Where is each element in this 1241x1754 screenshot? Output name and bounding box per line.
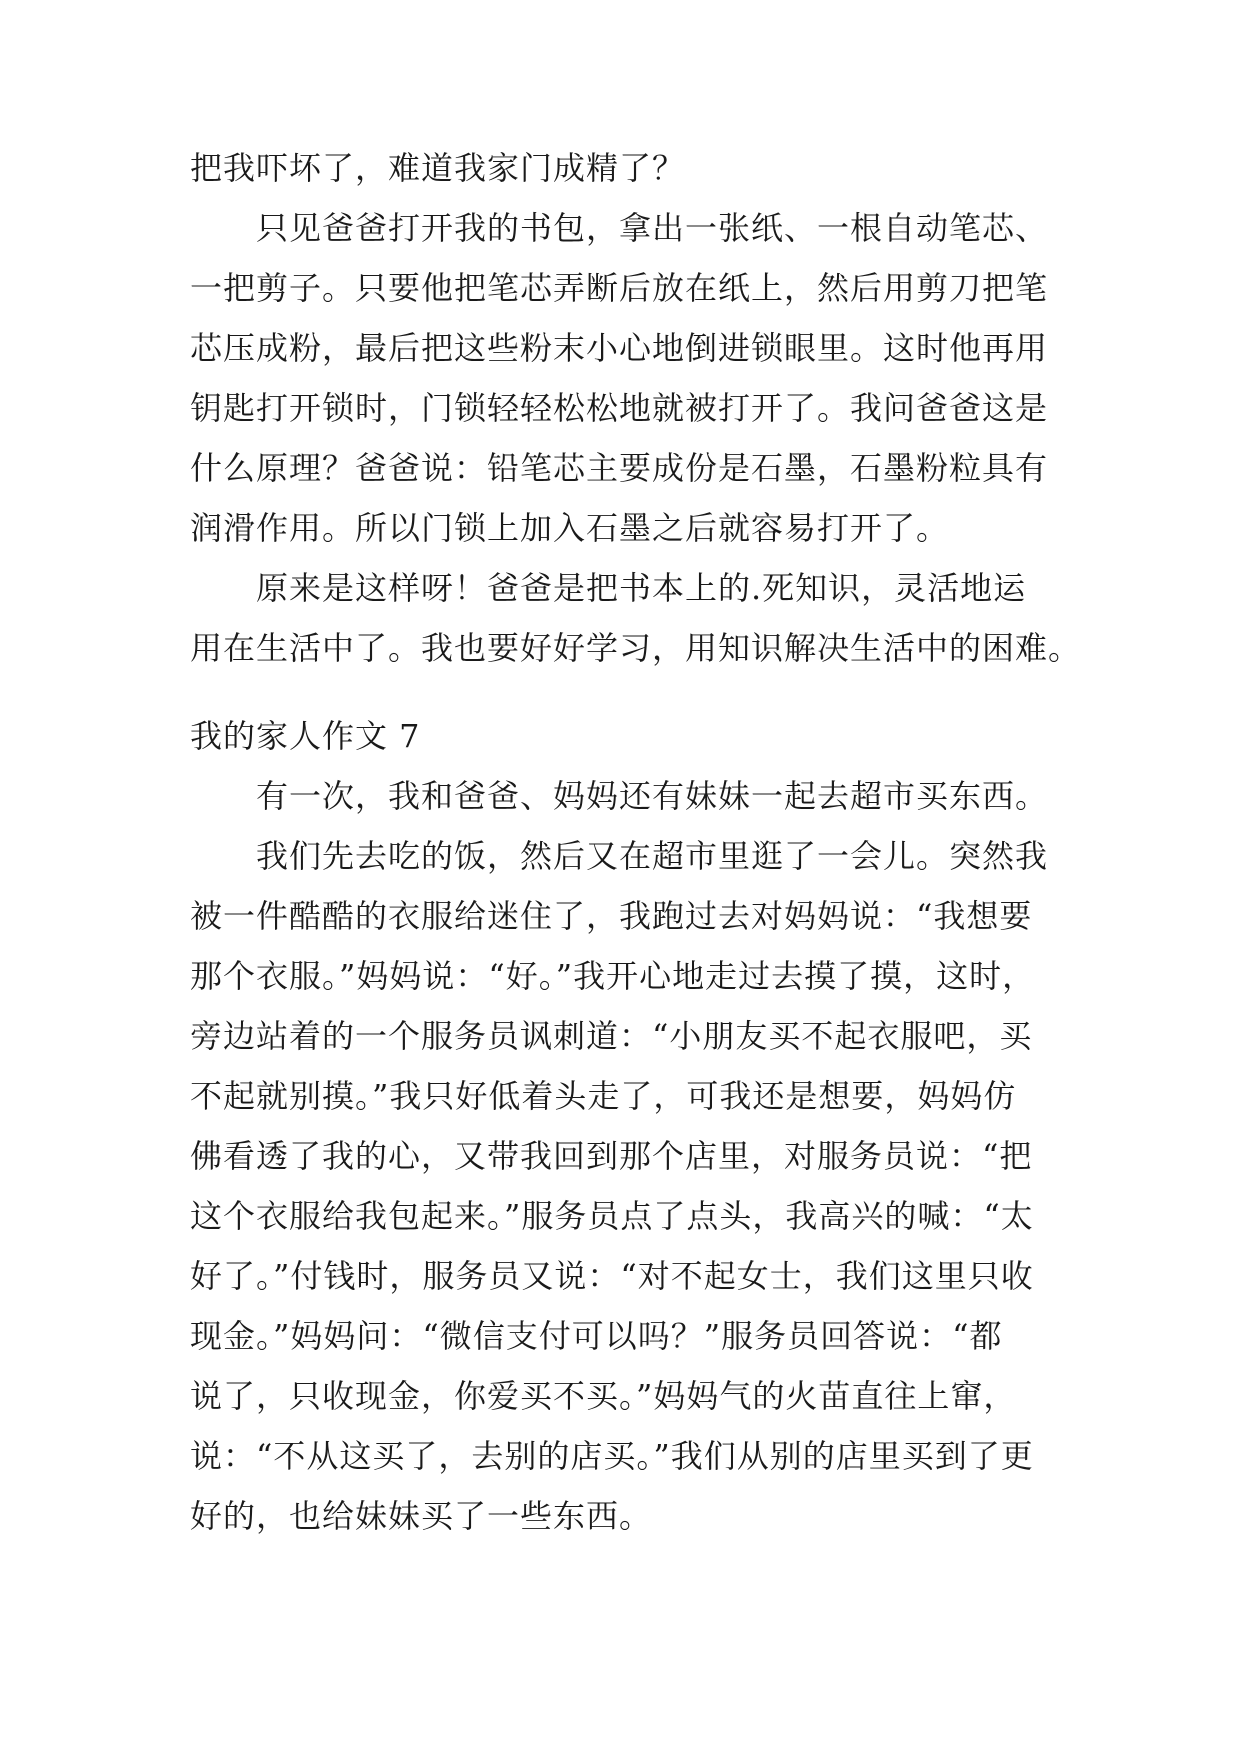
text-line: 不起就别摸。”我只好低着头走了，可我还是想要，妈妈仿 [190, 1077, 1017, 1115]
text-line: 一把剪子。只要他把笔芯弄断后放在纸上，然后用剪刀把笔 [190, 269, 1049, 307]
paragraph-start-line: 我们先去吃的饭，然后又在超市里逛了一会儿。突然我 [256, 837, 1049, 875]
essay-heading: 我的家人作文 7 [190, 717, 421, 755]
text-line: 旁边站着的一个服务员讽刺道：“小朋友买不起衣服吧，买 [190, 1017, 1033, 1055]
paragraph-start-line: 原来是这样呀！爸爸是把书本上的.死知识，灵活地运 [256, 569, 1027, 607]
text-line: 那个衣服。”妈妈说：“好。”我开心地走过去摸了摸，这时， [190, 957, 1036, 995]
text-line: 什么原理？爸爸说：铅笔芯主要成份是石墨，石墨粉粒具有 [190, 449, 1049, 487]
text-line: 芯压成粉，最后把这些粉末小心地倒进锁眼里。这时他再用 [190, 329, 1049, 367]
text-line: 好的，也给妹妹买了一些东西。 [190, 1497, 653, 1535]
text-line: 现金。”妈妈问：“微信支付可以吗？”服务员回答说：“都 [190, 1317, 1003, 1355]
text-line: 把我吓坏了，难道我家门成精了？ [190, 149, 686, 187]
text-line: 佛看透了我的心，又带我回到那个店里，对服务员说：“把 [190, 1137, 1033, 1175]
essay-section-2 [190, 706, 1070, 1546]
text-line: 说了，只收现金，你爱买不买。”妈妈气的火苗直往上窜， [190, 1377, 1017, 1415]
text-line: 被一件酷酷的衣服给迷住了，我跑过去对妈妈说：“我想要 [190, 897, 1033, 935]
text-line: 这个衣服给我包起来。”服务员点了点头，我高兴的喊：“太 [190, 1197, 1034, 1235]
paragraph-start-line: 有一次，我和爸爸、妈妈还有妹妹一起去超市买东西。 [256, 777, 1049, 815]
text-line: 用在生活中了。我也要好好学习，用知识解决生活中的困难。 [190, 629, 1082, 667]
text-line: 润滑作用。所以门锁上加入石墨之后就容易打开了。 [190, 509, 950, 547]
paragraph-start-line: 只见爸爸打开我的书包，拿出一张纸、一根自动笔芯、 [256, 209, 1049, 247]
text-line: 好了。”付钱时，服务员又说：“对不起女士，我们这里只收 [190, 1257, 1034, 1295]
text-line: 说：“不从这买了，去别的店买。”我们从别的店里买到了更 [190, 1437, 1034, 1475]
text-line: 钥匙打开锁时，门锁轻轻松松地就被打开了。我问爸爸这是 [190, 389, 1049, 427]
essay-section-1 [190, 138, 1082, 678]
